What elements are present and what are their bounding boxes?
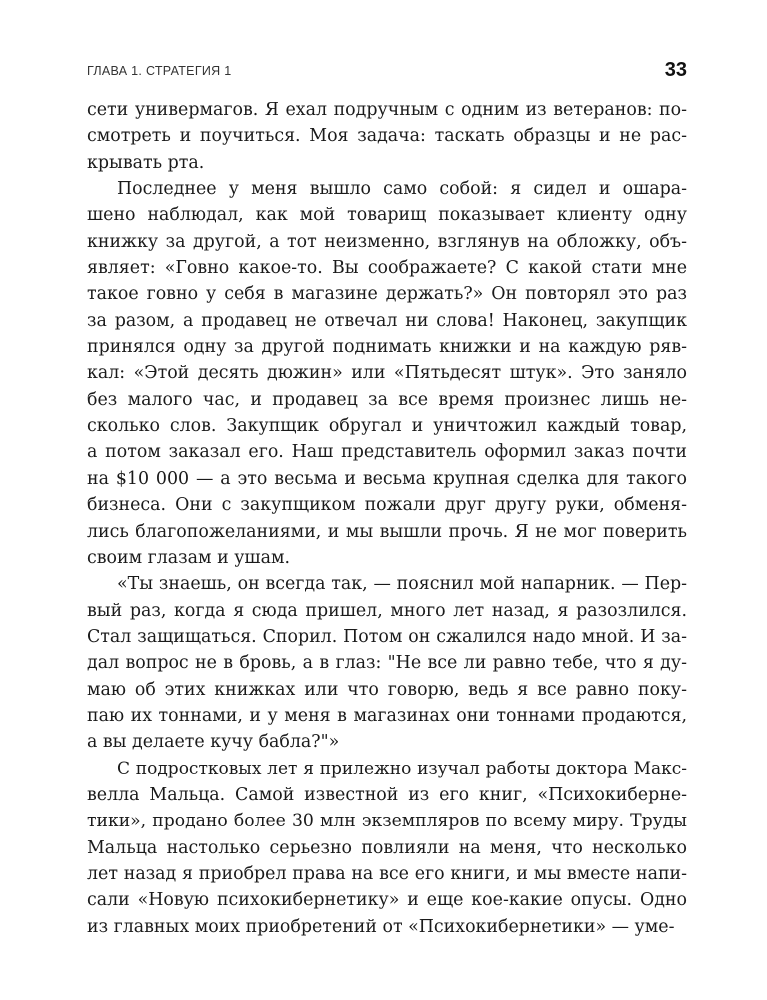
text-line: сали «Новую психокибернетику» и еще кое-какие опусы. Одно	[87, 890, 687, 911]
running-head: ГЛАВА 1. СТРАТЕГИЯ 1	[87, 64, 232, 78]
text-line: кал: «Этой десять дюжин» или «Пятьдесят штук». Это заняло	[87, 363, 687, 384]
page-number: 33	[664, 59, 687, 81]
text-line: из главных моих приобретений от «Психокибернетики» — уме-	[87, 916, 675, 937]
text-line: без малого час, и продавец за все время произнес лишь не-	[87, 389, 687, 410]
text-line: крывать рта.	[87, 152, 205, 173]
text-line: а потом заказал его. Наш представитель оформил заказ почти	[87, 442, 687, 463]
text-line: лет назад я приобрел права на все его книги, и мы вместе напи-	[87, 863, 687, 884]
text-line: тики», продано более 30 млн экземпляров по всему миру. Труды	[87, 811, 687, 832]
text-line: принялся одну за другой поднимать книжки и на каждую ряв-	[87, 337, 687, 358]
text-line: Мальца настолько серьезно повлияли на меня, что несколько	[87, 837, 687, 858]
text-line: Стал защищаться. Спорил. Потом он сжалился надо мной. И за-	[87, 626, 687, 647]
text-line: маю об этих книжках или что говорю, ведь я все равно поку-	[87, 679, 687, 700]
paragraph	[87, 176, 687, 571]
text-line: дал вопрос не в бровь, а в глаз: "Не все ли равно тебе, что я ду-	[87, 653, 687, 674]
body-text	[87, 97, 687, 940]
text-line: являет: «Говно какое-то. Вы соображаете? С какой стати мне	[87, 258, 687, 279]
text-line: а вы делаете кучу бабла?"»	[87, 732, 340, 753]
text-line: вый раз, когда я сюда пришел, много лет назад, я разозлился.	[87, 600, 687, 621]
text-line: книжку за другой, а тот неизменно, взглянув на обложку, объ-	[87, 231, 687, 252]
paragraph	[87, 756, 687, 940]
text-line: на $10 000 — а это весьма и весьма крупная сделка для такого	[87, 468, 687, 489]
text-line: такое говно у себя в магазине держать?» Он повторял это раз	[87, 284, 687, 305]
text-line: сети универмагов. Я ехал подручным с одним из ветеранов: по-	[87, 100, 687, 120]
text-line: сколько слов. Закупщик обругал и уничтожил каждый товар,	[87, 416, 687, 437]
text-line: «Ты знаешь, он всегда так, — пояснил мой напарник. — Пер-	[117, 574, 687, 595]
paragraph	[87, 97, 687, 176]
text-line: велла Мальца. Самой известной из его книг, «Психокибернe-	[87, 784, 687, 805]
text-line: Последнее у меня вышло само собой: я сидел и ошара-	[117, 179, 687, 200]
text-line: бизнеса. Они с закупщиком пожали друг другу руки, обменя-	[87, 495, 687, 516]
text-line: своим глазам и ушам.	[87, 547, 291, 568]
text-line: шено наблюдал, как мой товарищ показывает клиенту одну	[87, 205, 687, 226]
text-line: лись благопожеланиями, и мы вышли прочь. Я не мог поверить	[87, 521, 687, 542]
text-line: С подростковых лет я прилежно изучал работы доктора Макс-	[117, 758, 687, 779]
paragraph	[87, 571, 687, 755]
text-line: за разом, а продавец не отвечал ни слова! Наконец, закупщик	[87, 310, 687, 331]
text-line: смотреть и поучиться. Моя задача: таскать образцы и не рас-	[87, 126, 687, 147]
text-line: паю их тоннами, и у меня в магазинах они тоннами продаются,	[87, 705, 687, 726]
